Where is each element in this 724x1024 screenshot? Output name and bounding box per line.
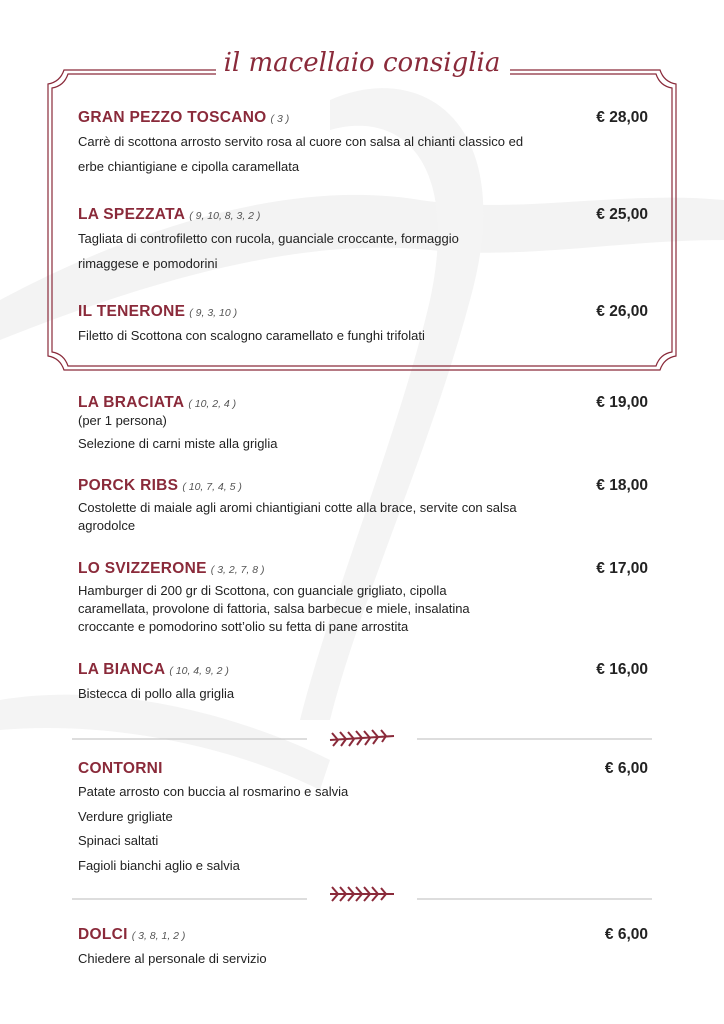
menu-item bbox=[78, 477, 648, 535]
item-description: Chiedere al personale di servizio bbox=[78, 951, 267, 966]
item-price: € 18,00 bbox=[596, 477, 648, 494]
section-title: il macellaio consiglia bbox=[223, 48, 501, 78]
section-name: CONTORNI bbox=[78, 760, 163, 777]
item-price: € 6,00 bbox=[604, 926, 648, 943]
item-allergens: ( 3, 8, 1, 2 ) bbox=[131, 930, 186, 942]
item-description: Tagliata di controfiletto con rucola, guanciale croccante, formaggio rimaggese e pomodorini bbox=[78, 231, 459, 271]
item-description: Selezione di carni miste alla griglia bbox=[78, 436, 278, 451]
section-name: DOLCI bbox=[78, 926, 128, 943]
item-note: (per 1 persona) bbox=[78, 413, 167, 428]
item-description: Patate arrosto con buccia al rosmarino e salvia Verdure grigliate Spinaci saltati Fagioli bianchi aglio e salvia bbox=[78, 784, 349, 873]
dolci-section bbox=[78, 926, 648, 971]
item-name: PORCK RIBS bbox=[78, 477, 179, 494]
item-name: IL TENERONE bbox=[78, 303, 186, 320]
menu-item bbox=[78, 560, 648, 636]
item-allergens: ( 3, 2, 7, 8 ) bbox=[210, 564, 265, 576]
rosemary-divider-icon bbox=[72, 724, 652, 754]
item-price: € 6,00 bbox=[604, 760, 648, 777]
menu-item bbox=[78, 394, 648, 451]
menu-item bbox=[78, 661, 648, 706]
item-allergens: ( 10, 2, 4 ) bbox=[188, 398, 237, 410]
item-name: LA SPEZZATA bbox=[78, 206, 186, 223]
item-name: LA BRACIATA bbox=[78, 394, 185, 411]
menu-item bbox=[78, 109, 648, 179]
item-description: Filetto di Scottona con scalogno caramellato e funghi trifolati bbox=[78, 328, 425, 343]
contorni-section bbox=[78, 760, 648, 878]
item-description: Carrè di scottona arrosto servito rosa al cuore con salsa al chianti classico ed erbe chiantigiane e cipolla caramellata bbox=[78, 134, 524, 174]
item-price: € 19,00 bbox=[596, 394, 648, 411]
rosemary-divider-icon bbox=[72, 879, 652, 909]
item-price: € 26,00 bbox=[596, 303, 648, 320]
item-allergens: ( 9, 10, 8, 3, 2 ) bbox=[189, 210, 261, 222]
item-allergens: ( 9, 3, 10 ) bbox=[189, 307, 238, 319]
menu-item bbox=[78, 206, 648, 276]
item-name: LA BIANCA bbox=[78, 661, 166, 678]
item-price: € 17,00 bbox=[596, 560, 648, 577]
item-price: € 16,00 bbox=[596, 661, 648, 678]
item-allergens: ( 3 ) bbox=[270, 113, 290, 125]
item-description: Costolette di maiale agli aromi chiantigiani cotte alla brace, servite con salsa agrodolce bbox=[78, 500, 517, 533]
item-allergens: ( 10, 7, 4, 5 ) bbox=[182, 481, 242, 493]
menu-item bbox=[78, 303, 648, 348]
item-name: LO SVIZZERONE bbox=[78, 560, 207, 577]
item-name: GRAN PEZZO TOSCANO bbox=[78, 109, 267, 126]
item-description: Bistecca di pollo alla griglia bbox=[78, 686, 235, 701]
item-price: € 28,00 bbox=[596, 109, 648, 126]
item-description: Hamburger di 200 gr di Scottona, con guanciale grigliato, cipolla caramellata, provolone di fattoria, salsa barbecue e miele, insalatina croccante e pomodorino sott’olio su fetta di pane arrostita bbox=[78, 583, 470, 634]
item-price: € 25,00 bbox=[596, 206, 648, 223]
item-allergens: ( 10, 4, 9, 2 ) bbox=[169, 665, 229, 677]
